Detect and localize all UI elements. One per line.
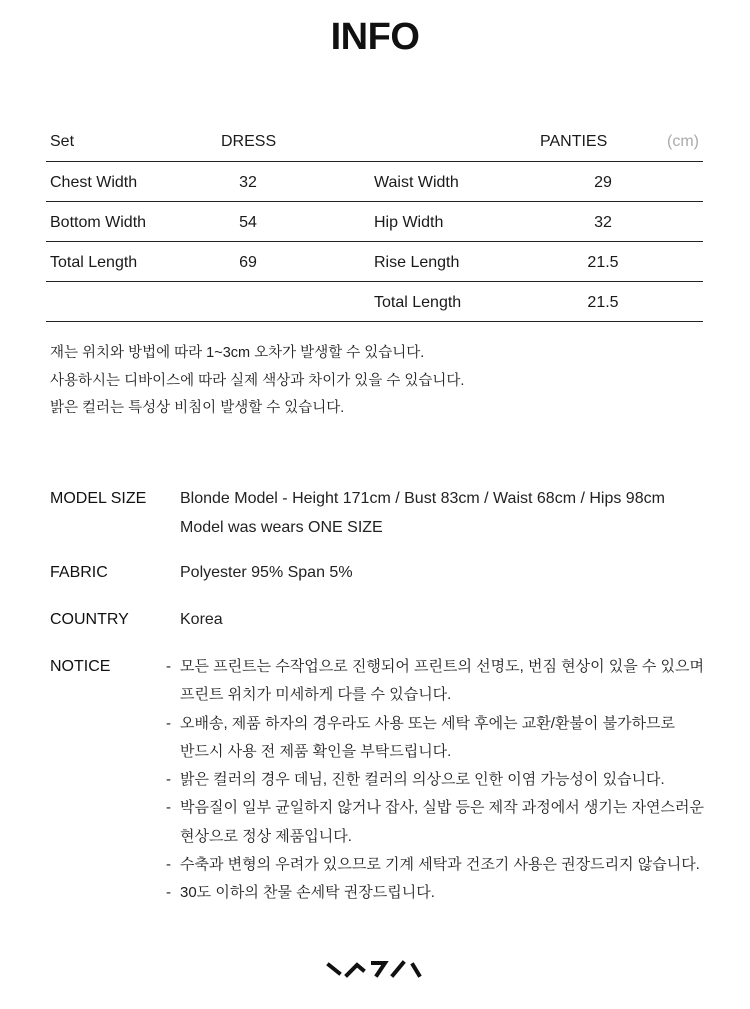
dash-bullet: - bbox=[166, 771, 171, 789]
notice-line: 반드시 사용 전 제품 확인을 부탁드립니다. bbox=[180, 742, 452, 760]
panties-measure-value: 21.5 bbox=[587, 254, 619, 271]
notice-line: 박음질이 일부 균일하지 않거나 잡사, 실밥 등은 제작 과정에서 생기는 자연스러운 bbox=[180, 799, 705, 817]
logo-stroke bbox=[393, 963, 403, 975]
size-table bbox=[46, 122, 703, 322]
notice-line: 프린트 위치가 미세하게 다를 수 있습니다. bbox=[180, 686, 452, 704]
dash-bullet: - bbox=[166, 799, 171, 817]
dress-measure-value: 69 bbox=[239, 254, 257, 271]
dash-bullet: - bbox=[166, 714, 171, 732]
dash-bullet: - bbox=[166, 658, 171, 675]
notice-label: NOTICE bbox=[50, 658, 111, 675]
size-table-header bbox=[46, 122, 703, 162]
brand-logo-icon bbox=[325, 955, 425, 983]
panties-measure-value: 21.5 bbox=[587, 294, 619, 311]
unit-label: (cm) bbox=[667, 133, 699, 150]
list-item bbox=[166, 766, 704, 794]
notice-line: 수축과 변형의 우려가 있으므로 기계 세탁과 건조기 사용은 권장드리지 않습니다. bbox=[180, 856, 700, 874]
model-size-label: MODEL SIZE bbox=[50, 490, 147, 507]
panties-measure-label: Total Length bbox=[374, 294, 462, 311]
table-row bbox=[46, 162, 703, 202]
panties-measure-value: 29 bbox=[594, 174, 612, 191]
table-row bbox=[46, 282, 703, 322]
model-size-line: Blonde Model - Height 171cm / Bust 83cm / Waist 68cm / Hips 98cm bbox=[180, 490, 665, 507]
dash-bullet: - bbox=[166, 856, 171, 874]
fabric-label: FABRIC bbox=[50, 564, 108, 581]
list-item bbox=[166, 851, 704, 879]
dress-measure-value: 54 bbox=[239, 214, 257, 231]
notice-list bbox=[166, 653, 704, 908]
fabric-value: Polyester 95% Span 5% bbox=[180, 564, 353, 581]
notice-line: 30도 이하의 찬물 손세탁 권장드립니다. bbox=[180, 884, 435, 902]
panties-measure-label: Waist Width bbox=[374, 174, 459, 191]
size-notes bbox=[50, 340, 464, 423]
list-item bbox=[166, 794, 704, 851]
country-value: Korea bbox=[180, 611, 223, 628]
list-item bbox=[166, 879, 704, 907]
dress-measure-label: Chest Width bbox=[50, 174, 138, 191]
page-title: INFO bbox=[330, 16, 420, 58]
notice-line: 모든 프린트는 수작업으로 진행되어 프린트의 선명도, 번짐 현상이 있을 수 있으며 bbox=[180, 658, 705, 675]
notice-line: 오배송, 제품 하자의 경우라도 사용 또는 세탁 후에는 교환/환불이 불가하므로 bbox=[180, 714, 676, 732]
country-label: COUNTRY bbox=[50, 611, 129, 628]
panties-measure-label: Hip Width bbox=[374, 214, 444, 231]
table-row bbox=[46, 202, 703, 242]
dress-measure-label: Total Length bbox=[50, 254, 138, 271]
size-note: 사용하시는 디바이스에 따라 실제 색상과 차이가 있을 수 있습니다. bbox=[50, 372, 465, 389]
size-note: 밝은 컬러는 특성상 비침이 발생할 수 있습니다. bbox=[50, 400, 345, 416]
logo-stroke bbox=[329, 965, 339, 973]
list-item bbox=[166, 653, 704, 710]
panties-measure-label: Rise Length bbox=[374, 254, 460, 271]
logo-stroke bbox=[347, 965, 363, 975]
set-header: Set bbox=[50, 133, 75, 150]
size-note: 재는 위치와 방법에 따라 1~3cm 오차가 발생할 수 있습니다. bbox=[50, 345, 425, 361]
dress-measure-value: 32 bbox=[239, 174, 257, 191]
logo-stroke bbox=[373, 963, 385, 975]
notice-line: 밝은 컬러의 경우 데님, 진한 컬러의 의상으로 인한 이염 가능성이 있습니다. bbox=[180, 771, 665, 789]
model-size-value bbox=[180, 485, 665, 542]
model-size-line: Model was wears ONE SIZE bbox=[180, 518, 383, 536]
dress-measure-label: Bottom Width bbox=[50, 214, 147, 231]
logo-stroke bbox=[413, 965, 419, 975]
list-item bbox=[166, 710, 704, 767]
panties-measure-value: 32 bbox=[594, 214, 612, 231]
dress-header: DRESS bbox=[221, 133, 277, 150]
dash-bullet: - bbox=[166, 884, 171, 902]
notice-line: 현상으로 정상 제품입니다. bbox=[180, 827, 352, 845]
table-row bbox=[46, 242, 703, 282]
panties-header: PANTIES bbox=[540, 133, 608, 150]
